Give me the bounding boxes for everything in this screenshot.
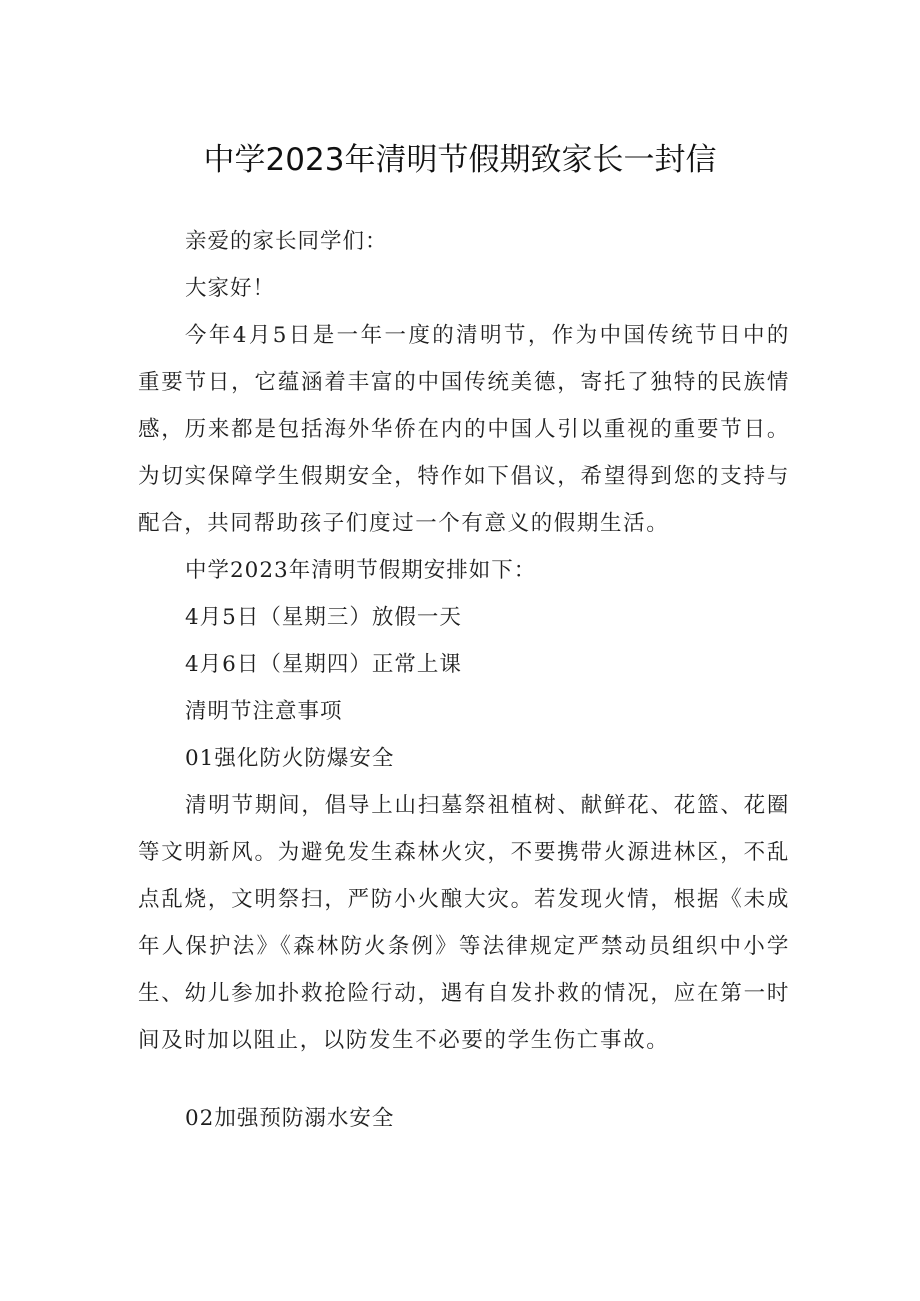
document-title: 中学2023年清明节假期致家长一封信	[203, 142, 717, 178]
document-body-continued	[138, 1095, 790, 1142]
salutation: 亲爱的家长同学们：	[185, 229, 388, 254]
schedule-heading: 中学2023年清明节假期安排如下：	[185, 558, 537, 583]
schedule-item: 4月6日（星期四）正常上课	[185, 652, 462, 677]
greeting: 大家好！	[185, 276, 276, 301]
schedule-item: 4月5日（星期三）放假一天	[185, 605, 462, 630]
document-body	[138, 218, 790, 1064]
section-heading-fire-safety: 01强化防火防爆安全	[185, 746, 395, 771]
fire-safety-paragraph: 清明节期间，倡导上山扫墓祭祖植树、献鲜花、花篮、花圈等文明新风。为避免发生森林火灾，不要携带火源进林区，不乱点乱烧，文明祭扫，严防小火酿大灾。若发现火情，根据《未成年人保护法》《森林防火条例》等法律规定严禁动员组织中小学生、幼儿参加扑救抢险行动，遇有自发扑救的情况，应在第一时间及时加以阻止，以防发生不必要的学生伤亡事故。	[138, 793, 790, 1053]
section-heading-drowning-prevention: 02加强预防溺水安全	[185, 1106, 395, 1131]
notes-heading: 清明节注意事项	[185, 699, 343, 724]
intro-paragraph: 今年4月5日是一年一度的清明节，作为中国传统节日中的重要节日，它蕴涵着丰富的中国传统美德，寄托了独特的民族情感，历来都是包括海外华侨在内的中国人引以重视的重要节日。为切实保障学生假期安全，特作如下倡议，希望得到您的支持与配合，共同帮助孩子们度过一个有意义的假期生活。	[138, 323, 790, 536]
